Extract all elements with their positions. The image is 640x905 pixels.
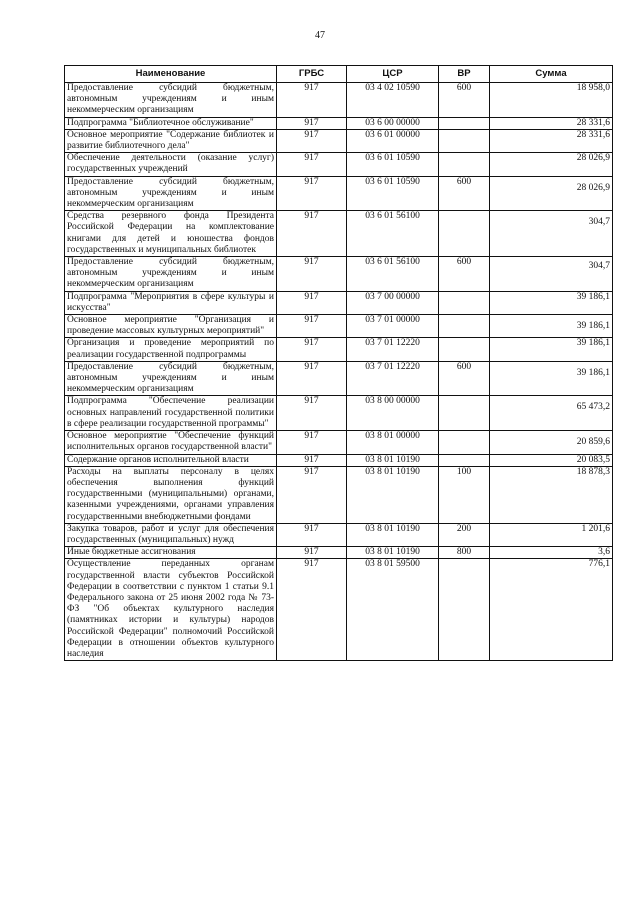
row-sum-value: 39 186,1 xyxy=(576,291,610,302)
row-sum-value: 304,7 xyxy=(588,261,610,272)
row-vr: 600 xyxy=(439,361,490,396)
table-row xyxy=(65,211,613,257)
row-vr xyxy=(439,431,490,454)
row-grbs: 917 xyxy=(277,454,347,466)
row-csr: 03 7 00 00000 xyxy=(347,291,439,314)
row-name: Содержание органов исполнительной власти xyxy=(65,454,277,466)
row-vr xyxy=(439,291,490,314)
table-row xyxy=(65,559,613,661)
row-csr: 03 8 00 00000 xyxy=(347,396,439,431)
table-row xyxy=(65,454,613,466)
row-csr: 03 6 00 00000 xyxy=(347,117,439,129)
row-name: Основное мероприятие "Организация и проведение массовых культурных мероприятий" xyxy=(65,315,277,338)
row-grbs: 917 xyxy=(277,466,347,523)
row-vr xyxy=(439,396,490,431)
row-csr: 03 7 01 12220 xyxy=(347,338,439,361)
row-vr: 600 xyxy=(439,176,490,211)
row-name: Основное мероприятие "Обеспечение функций исполнительных органов государственной власти" xyxy=(65,431,277,454)
table-row xyxy=(65,361,613,396)
row-grbs: 917 xyxy=(277,396,347,431)
row-sum-value: 28 331,6 xyxy=(576,117,610,128)
row-sum xyxy=(490,547,613,559)
row-grbs: 917 xyxy=(277,83,347,118)
row-vr xyxy=(439,559,490,661)
table-row xyxy=(65,291,613,314)
table-row xyxy=(65,153,613,176)
table-row xyxy=(65,466,613,523)
row-vr xyxy=(439,129,490,152)
row-csr: 03 6 01 10590 xyxy=(347,153,439,176)
row-name: Осуществление переданных органам государственной власти субъектов Российской Федерации в соответствии с пунктом 1 статьи 9.1 Федерального закона от 25 июня 2002 года № 73-ФЗ "Об объектах культурного наследия (памятниках истории и культуры) народов Российской Федерации" полномочий Российской Федерации в отношении объектов культурного наследия xyxy=(65,559,277,661)
table-row xyxy=(65,396,613,431)
row-sum-value: 65 473,2 xyxy=(576,402,610,413)
row-sum-value: 28 026,9 xyxy=(576,153,610,164)
row-sum xyxy=(490,176,613,211)
row-sum-value: 39 186,1 xyxy=(576,367,610,378)
row-name: Закупка товаров, работ и услуг для обеспечения государственных (муниципальных) нужд xyxy=(65,523,277,546)
row-grbs: 917 xyxy=(277,291,347,314)
row-grbs: 917 xyxy=(277,547,347,559)
row-sum xyxy=(490,431,613,454)
row-vr xyxy=(439,454,490,466)
row-grbs: 917 xyxy=(277,431,347,454)
row-grbs: 917 xyxy=(277,257,347,292)
row-sum-value: 304,7 xyxy=(588,217,610,228)
row-sum xyxy=(490,396,613,431)
row-sum-value: 18 958,0 xyxy=(576,83,610,93)
table-row xyxy=(65,257,613,292)
table-row xyxy=(65,176,613,211)
row-grbs: 917 xyxy=(277,338,347,361)
row-vr: 200 xyxy=(439,523,490,546)
row-name: Подпрограмма "Мероприятия в сфере культуры и искусства" xyxy=(65,291,277,314)
table-row xyxy=(65,547,613,559)
row-name: Подпрограмма "Библиотечное обслуживание" xyxy=(65,117,277,129)
row-sum xyxy=(490,83,613,118)
row-vr xyxy=(439,211,490,257)
header-sum: Сумма xyxy=(490,66,613,83)
row-vr xyxy=(439,338,490,361)
page-number: 47 xyxy=(315,30,325,41)
row-vr xyxy=(439,315,490,338)
row-grbs: 917 xyxy=(277,361,347,396)
row-sum xyxy=(490,291,613,314)
row-csr: 03 6 01 56100 xyxy=(347,257,439,292)
row-sum xyxy=(490,523,613,546)
row-vr: 800 xyxy=(439,547,490,559)
row-sum-value: 20 859,6 xyxy=(576,437,610,448)
row-sum xyxy=(490,129,613,152)
row-sum-value: 39 186,1 xyxy=(576,338,610,349)
row-grbs: 917 xyxy=(277,176,347,211)
row-sum xyxy=(490,466,613,523)
row-sum xyxy=(490,211,613,257)
row-sum-value: 28 331,6 xyxy=(576,129,610,140)
header-csr: ЦСР xyxy=(347,66,439,83)
row-name: Предоставление субсидий бюджетным, автономным учреждениям и иным некоммерческим организациям xyxy=(65,361,277,396)
row-name: Расходы на выплаты персоналу в целях обеспечения выполнения функций государственными (муниципальными) органами, казенными учреждениями, органами управления государственными внебюджетными фондами xyxy=(65,466,277,523)
row-csr: 03 8 01 10190 xyxy=(347,454,439,466)
row-grbs: 917 xyxy=(277,315,347,338)
row-name: Подпрограмма "Обеспечение реализации основных направлений государственной политики в сфере реализации государственной программы" xyxy=(65,396,277,431)
row-sum xyxy=(490,117,613,129)
row-sum-value: 1 201,6 xyxy=(581,523,610,534)
row-grbs: 917 xyxy=(277,523,347,546)
row-sum xyxy=(490,257,613,292)
row-sum-value: 28 026,9 xyxy=(576,182,610,193)
row-sum-value: 39 186,1 xyxy=(576,321,610,332)
table-row xyxy=(65,338,613,361)
row-grbs: 917 xyxy=(277,129,347,152)
row-name: Иные бюджетные ассигнования xyxy=(65,547,277,559)
row-name: Средства резервного фонда Президента Российской Федерации на комплектование книгами для детей и юношества фондов государственных и муниципальных библиотек xyxy=(65,211,277,257)
row-sum xyxy=(490,559,613,661)
row-grbs: 917 xyxy=(277,559,347,661)
row-name: Организация и проведение мероприятий по реализации государственной подпрограммы xyxy=(65,338,277,361)
table-row xyxy=(65,129,613,152)
budget-table xyxy=(64,65,613,661)
row-csr: 03 7 01 00000 xyxy=(347,315,439,338)
row-sum-value: 20 083,5 xyxy=(576,454,610,465)
row-sum-value: 18 878,3 xyxy=(576,466,610,477)
row-csr: 03 6 01 10590 xyxy=(347,176,439,211)
row-csr: 03 8 01 59500 xyxy=(347,559,439,661)
row-name: Предоставление субсидий бюджетным, автономным учреждениям и иным некоммерческим организациям xyxy=(65,83,277,118)
row-sum xyxy=(490,338,613,361)
row-grbs: 917 xyxy=(277,153,347,176)
row-sum xyxy=(490,361,613,396)
row-name: Предоставление субсидий бюджетным, автономным учреждениям и иным некоммерческим организациям xyxy=(65,257,277,292)
row-sum xyxy=(490,153,613,176)
row-name: Обеспечение деятельности (оказание услуг) государственных учреждений xyxy=(65,153,277,176)
table-row xyxy=(65,83,613,118)
row-csr: 03 8 01 10190 xyxy=(347,547,439,559)
row-vr: 600 xyxy=(439,83,490,118)
row-csr: 03 8 01 00000 xyxy=(347,431,439,454)
row-csr: 03 8 01 10190 xyxy=(347,466,439,523)
row-vr: 600 xyxy=(439,257,490,292)
row-csr: 03 8 01 10190 xyxy=(347,523,439,546)
table-row xyxy=(65,523,613,546)
row-name: Предоставление субсидий бюджетным, автономным учреждениям и иным некоммерческим организациям xyxy=(65,176,277,211)
row-csr: 03 6 01 00000 xyxy=(347,129,439,152)
row-vr xyxy=(439,117,490,129)
row-csr: 03 4 02 10590 xyxy=(347,83,439,118)
row-sum xyxy=(490,454,613,466)
header-grbs: ГРБС xyxy=(277,66,347,83)
header-name: Наименование xyxy=(65,66,277,83)
table-row xyxy=(65,315,613,338)
header-vr: ВР xyxy=(439,66,490,83)
row-csr: 03 7 01 12220 xyxy=(347,361,439,396)
table-header-row xyxy=(65,66,613,83)
row-grbs: 917 xyxy=(277,211,347,257)
row-grbs: 917 xyxy=(277,117,347,129)
row-sum-value: 776,1 xyxy=(588,559,610,570)
table-row xyxy=(65,431,613,454)
row-vr: 100 xyxy=(439,466,490,523)
row-sum-value: 3,6 xyxy=(598,547,610,558)
row-vr xyxy=(439,153,490,176)
table-row xyxy=(65,117,613,129)
row-name: Основное мероприятие "Содержание библиотек и развитие библиотечного дела" xyxy=(65,129,277,152)
row-csr: 03 6 01 56100 xyxy=(347,211,439,257)
row-sum xyxy=(490,315,613,338)
